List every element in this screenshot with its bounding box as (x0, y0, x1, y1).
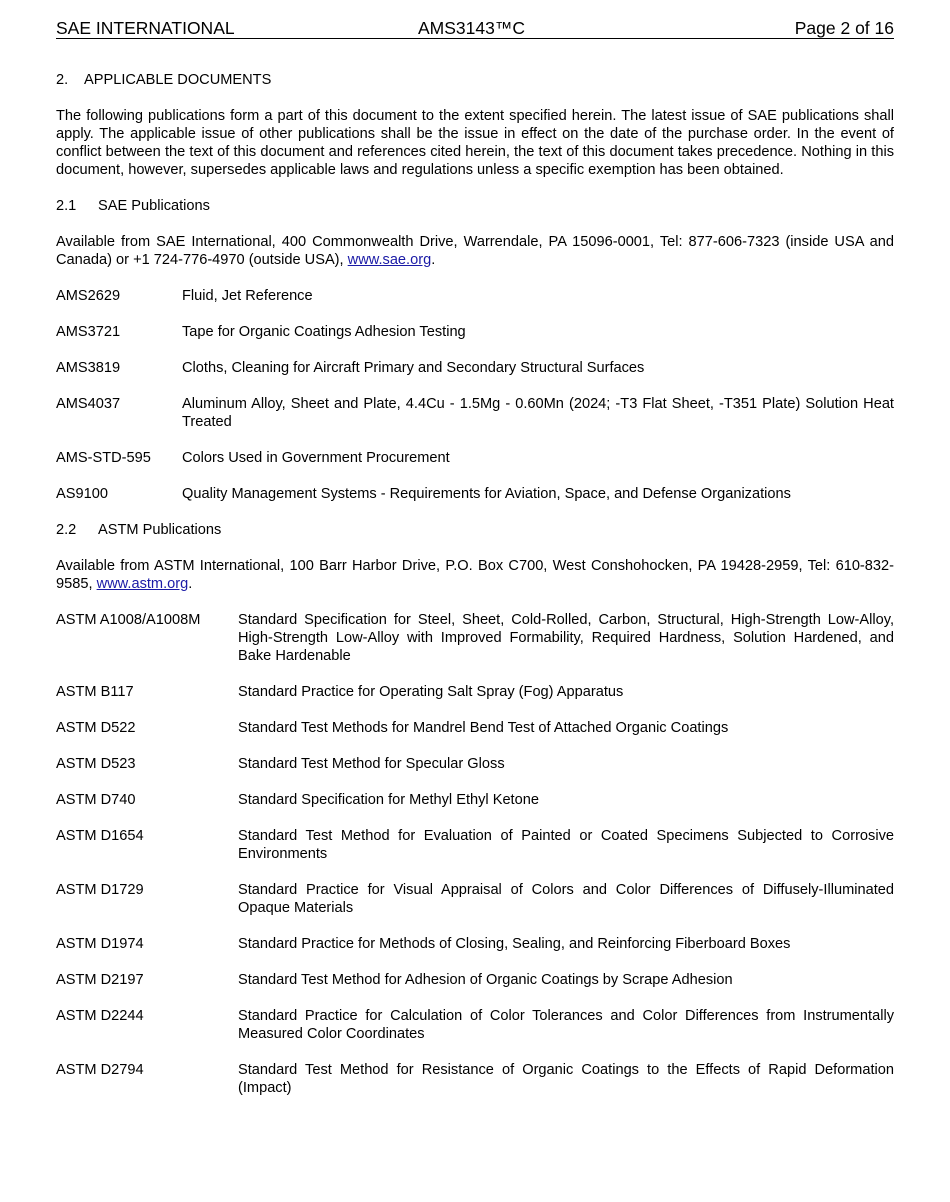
section-title: APPLICABLE DOCUMENTS (84, 72, 272, 88)
sae-reference-list (56, 287, 894, 503)
reference-entry (56, 935, 894, 953)
reference-code: AMS2629 (56, 288, 121, 304)
reference-code: AMS-STD-595 (56, 450, 151, 466)
section-number: 2.1 (56, 198, 77, 214)
section-title: SAE Publications (98, 198, 210, 214)
reference-title: Tape for Organic Coatings Adhesion Testing (182, 324, 466, 340)
section-intro-paragraph: The following publications form a part of this document to the extent specified herein. The latest issue of SAE publications shall apply. The applicable issue of other publications shall be the issue in effect on the date of the purchase order. In the event of conflict between the text of this document and references cited herein, the text of this document takes precedence. Nothing in this document, however, supersedes applicable laws and regulations unless a specific exemption has been obtained. (56, 108, 894, 178)
reference-code: ASTM D523 (56, 756, 136, 772)
section-number: 2.2 (56, 522, 77, 538)
section-heading-astm-publications (56, 521, 894, 539)
reference-title: Standard Test Method for Resistance of Organic Coatings to the Effects of Rapid Deformation (Impact) (238, 1062, 894, 1096)
reference-entry (56, 881, 894, 917)
astm-availability-paragraph: Available from ASTM International, 100 Barr Harbor Drive, P.O. Box C700, West Conshohocken, PA 19428-2959, Tel: 610-832-9585, www.astm.org. (56, 558, 894, 592)
reference-entry (56, 359, 894, 377)
reference-code: ASTM D2244 (56, 1008, 144, 1024)
reference-entry (56, 287, 894, 305)
astm-reference-list (56, 611, 894, 1097)
reference-title: Standard Practice for Calculation of Color Tolerances and Color Differences from Instrumentally Measured Color Coordinates (238, 1008, 894, 1042)
reference-title: Standard Test Method for Specular Gloss (238, 756, 505, 772)
reference-title: Standard Test Methods for Mandrel Bend Test of Attached Organic Coatings (238, 720, 729, 736)
section-heading-applicable-documents (56, 71, 894, 89)
sae-availability-text: Available from SAE International, 400 Commonwealth Drive, Warrendale, PA 15096-0001, Tel: 877-606-7323 (inside USA and Canada) or +1 724-776-4970 (outside USA), (56, 234, 894, 268)
reference-entry (56, 755, 894, 773)
reference-title: Aluminum Alloy, Sheet and Plate, 4.4Cu - 1.5Mg - 0.60Mn (2024; -T3 Flat Sheet, -T351 Plate) Solution Heat Treated (182, 396, 894, 430)
reference-code: ASTM D1974 (56, 936, 144, 952)
reference-title: Standard Practice for Methods of Closing, Sealing, and Reinforcing Fiberboard Boxes (238, 936, 791, 952)
reference-code: AMS4037 (56, 396, 121, 412)
reference-code: AS9100 (56, 486, 108, 502)
reference-entry (56, 449, 894, 467)
reference-code: ASTM D740 (56, 792, 136, 808)
reference-code: ASTM D2794 (56, 1062, 144, 1078)
reference-title: Standard Practice for Operating Salt Spray (Fog) Apparatus (238, 684, 624, 700)
reference-code: ASTM D1654 (56, 828, 144, 844)
reference-code: ASTM A1008/A1008M (56, 612, 201, 628)
reference-entry (56, 791, 894, 809)
header-page-number: Page 2 of 16 (794, 18, 894, 38)
reference-entry (56, 395, 894, 431)
reference-entry (56, 827, 894, 863)
reference-code: ASTM D2197 (56, 972, 144, 988)
reference-entry (56, 683, 894, 701)
reference-title: Cloths, Cleaning for Aircraft Primary and Secondary Structural Surfaces (182, 360, 645, 376)
section-number: 2. (56, 72, 69, 88)
section-heading-sae-publications (56, 197, 894, 215)
header-document-number: AMS3143™C (418, 18, 525, 38)
reference-code: ASTM D522 (56, 720, 136, 736)
section-title: ASTM Publications (98, 522, 222, 538)
reference-entry (56, 323, 894, 341)
header-organization: SAE INTERNATIONAL (56, 18, 235, 38)
reference-entry (56, 719, 894, 737)
reference-code: AMS3819 (56, 360, 121, 376)
sae-availability-paragraph: Available from SAE International, 400 Commonwealth Drive, Warrendale, PA 15096-0001, Tel: 877-606-7323 (inside USA and Canada) or +1 724-776-4970 (outside USA), www.sae.org. (56, 234, 894, 268)
reference-entry (56, 971, 894, 989)
astm-availability-text: Available from ASTM International, 100 Barr Harbor Drive, P.O. Box C700, West Conshohocken, PA 19428-2959, Tel: 610-832-9585, (56, 558, 894, 592)
reference-entry (56, 1007, 894, 1043)
reference-code: ASTM B117 (56, 684, 134, 700)
page-content (56, 71, 894, 1097)
reference-title: Fluid, Jet Reference (182, 288, 313, 304)
reference-entry (56, 485, 894, 503)
reference-title: Standard Specification for Methyl Ethyl Ketone (238, 792, 539, 808)
reference-title: Standard Practice for Visual Appraisal of Colors and Color Differences of Diffusely-Illuminated Opaque Materials (238, 882, 894, 916)
reference-title: Standard Test Method for Evaluation of Painted or Coated Specimens Subjected to Corrosive Environments (238, 828, 894, 862)
reference-entry (56, 611, 894, 665)
reference-title: Colors Used in Government Procurement (182, 450, 450, 466)
reference-code: AMS3721 (56, 324, 121, 340)
reference-title: Standard Specification for Steel, Sheet, Cold-Rolled, Carbon, Structural, High-Strength Low-Alloy, High-Strength Low-Alloy with Improved Formability, Required Hardness, Solution Hardened, and Bake Hardenable (238, 612, 894, 664)
page-header (56, 18, 894, 39)
reference-code: ASTM D1729 (56, 882, 144, 898)
astm-website-link[interactable]: www.astm.org (96, 576, 189, 592)
reference-title: Standard Test Method for Adhesion of Organic Coatings by Scrape Adhesion (238, 972, 733, 988)
reference-title: Quality Management Systems - Requirements for Aviation, Space, and Defense Organizations (182, 486, 791, 502)
sae-website-link[interactable]: www.sae.org (347, 252, 432, 268)
reference-entry (56, 1061, 894, 1097)
